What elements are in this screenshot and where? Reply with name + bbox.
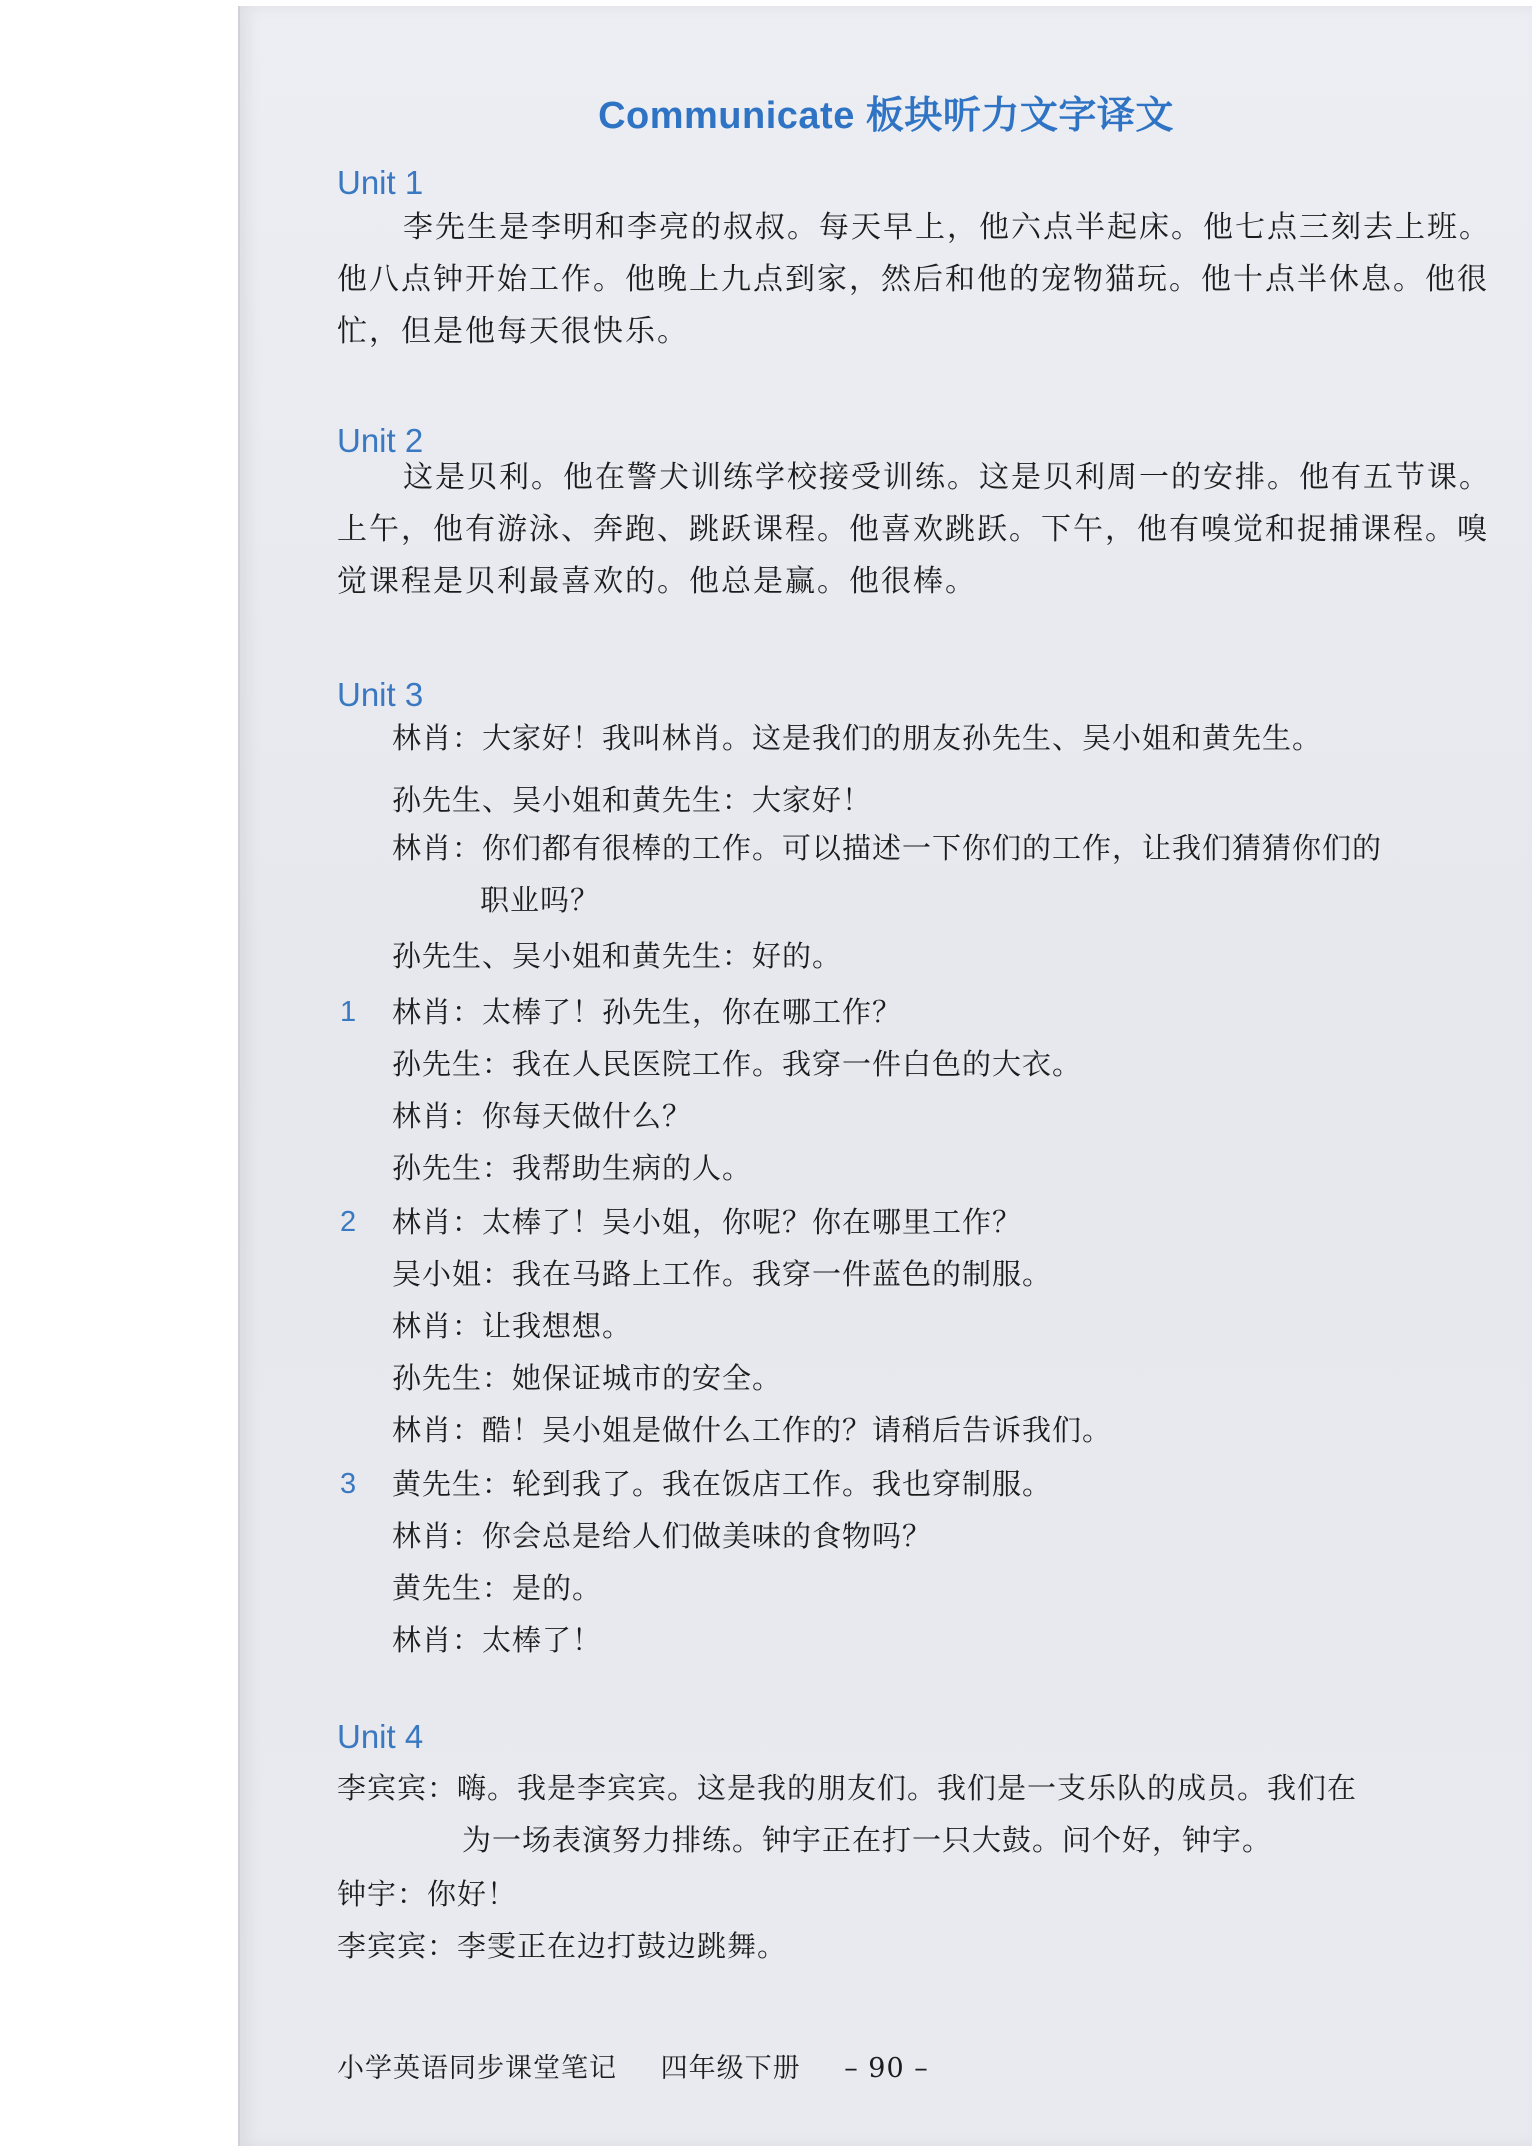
- unit-2-paragraph: 这是贝利。他在警犬训练学校接受训练。这是贝利周一的安排。他有五节课。上午，他有游泳、奔跑、跳跃课程。他喜欢跳跃。下午，他有嗅觉和捉捕课程。嗅觉课程是贝利最喜欢的。他总是赢。他很棒。: [337, 460, 1491, 599]
- dialogue-line: 孙先生：她保证城市的安全。: [392, 1361, 783, 1395]
- dialogue-line: 职业吗？: [480, 883, 601, 917]
- item-number-1: 1: [340, 996, 357, 1028]
- dialogue-line: 林肖：大家好！我叫林肖。这是我们的朋友孙先生、吴小姐和黄先生。: [392, 721, 1323, 755]
- page-title: Communicate 板块听力文字译文: [598, 95, 1174, 137]
- unit-4-heading: Unit 4: [337, 1718, 424, 1755]
- dialogue-line: 为一场表演努力排练。钟宇正在打一只大鼓。问个好，钟宇。: [462, 1823, 1273, 1857]
- unit-1-heading: Unit 1: [337, 164, 424, 201]
- dialogue-line: 李宾宾：嗨。我是李宾宾。这是我的朋友们。我们是一支乐队的成员。我们在: [337, 1771, 1358, 1805]
- item-number-2: 2: [340, 1206, 357, 1238]
- footer-page-number: – 90 –: [844, 2053, 929, 2084]
- dialogue-line: 林肖：太棒了！吴小姐，你呢？你在哪里工作？: [392, 1205, 1023, 1239]
- dialogue-line: 林肖：酷！吴小姐是做什么工作的？请稍后告诉我们。: [392, 1413, 1113, 1447]
- dialogue-line: 林肖：让我想想。: [392, 1309, 633, 1343]
- dialogue-line: 黄先生：轮到我了。我在饭店工作。我也穿制服。: [392, 1467, 1053, 1501]
- dialogue-line: 孙先生、吴小姐和黄先生：大家好！: [392, 783, 873, 817]
- dialogue-line: 李宾宾：李雯正在边打鼓边跳舞。: [337, 1929, 788, 1963]
- dialogue-line: 林肖：太棒了！孙先生，你在哪工作？: [392, 995, 903, 1029]
- footer-grade: 四年级下册: [660, 2053, 801, 2084]
- dialogue-line: 孙先生：我帮助生病的人。: [392, 1151, 753, 1185]
- book-page: [238, 6, 1532, 2146]
- dialogue-line: 黄先生：是的。: [392, 1571, 603, 1605]
- unit-1-paragraph: 李先生是李明和李亮的叔叔。每天早上，他六点半起床。他七点三刻去上班。他八点钟开始工作。他晚上九点到家，然后和他的宠物猫玩。他十点半休息。他很忙，但是他每天很快乐。: [337, 210, 1491, 349]
- dialogue-line: 孙先生、吴小姐和黄先生：好的。: [392, 939, 843, 973]
- dialogue-line: 林肖：你每天做什么？: [392, 1099, 693, 1133]
- dialogue-line: 林肖：你会总是给人们做美味的食物吗？: [392, 1519, 933, 1553]
- dialogue-line: 吴小姐：我在马路上工作。我穿一件蓝色的制服。: [392, 1257, 1053, 1291]
- dialogue-line: 孙先生：我在人民医院工作。我穿一件白色的大衣。: [392, 1047, 1083, 1081]
- unit-2-heading: Unit 2: [337, 422, 424, 459]
- unit-3-heading: Unit 3: [337, 676, 424, 713]
- dialogue-line: 林肖：你们都有很棒的工作。可以描述一下你们的工作，让我们猜猜你们的: [392, 831, 1383, 865]
- footer-book-title: 小学英语同步课堂笔记: [337, 2053, 617, 2084]
- dialogue-line: 钟宇：你好！: [337, 1877, 518, 1911]
- page-footer: [337, 2046, 963, 2085]
- dialogue-line: 林肖：太棒了！: [392, 1623, 603, 1657]
- item-number-3: 3: [340, 1468, 357, 1500]
